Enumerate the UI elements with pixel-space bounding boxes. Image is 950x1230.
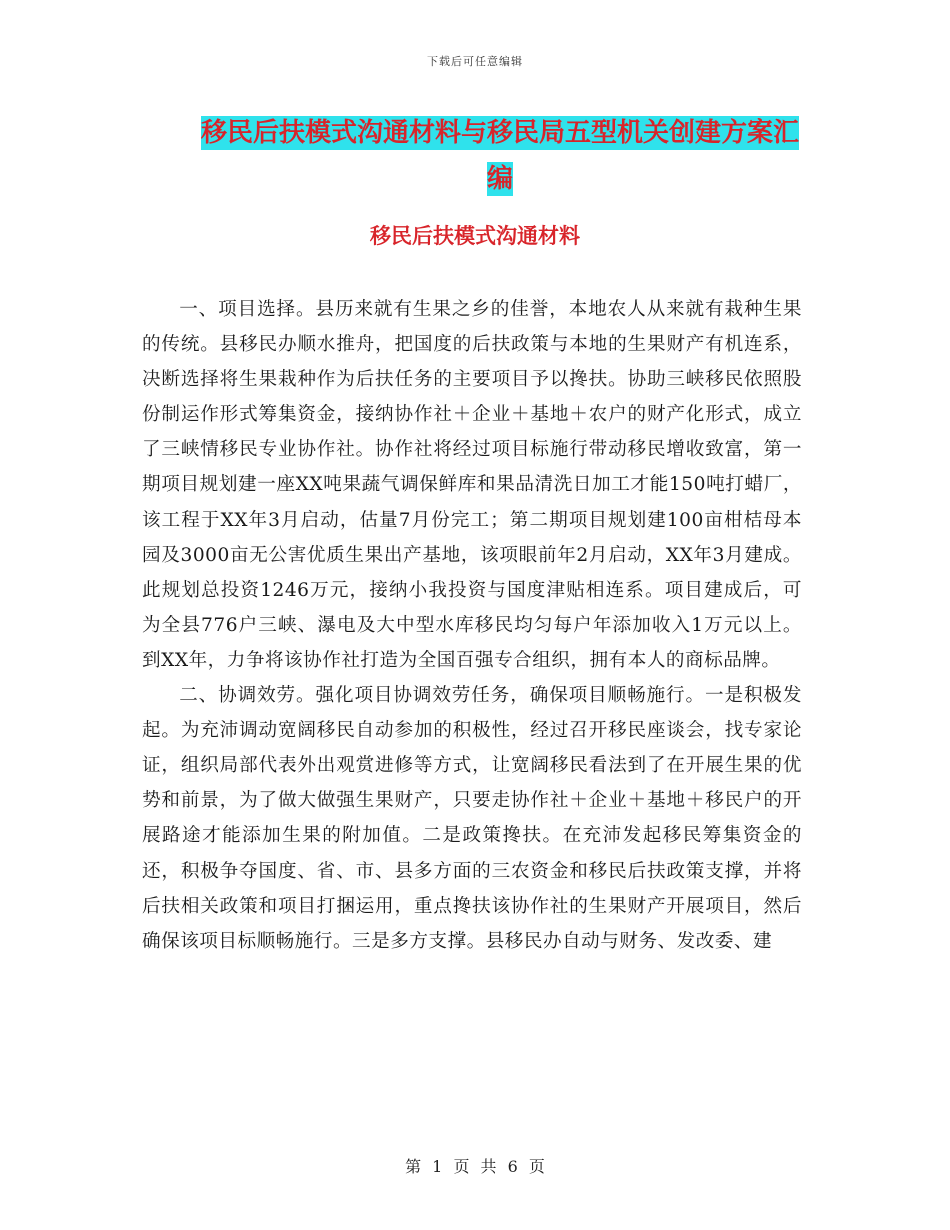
document-title — [190, 110, 810, 202]
header-note: 下载后可任意编辑 — [427, 55, 523, 68]
document-body — [142, 292, 802, 959]
document-title-text: 移民后扶模式沟通材料与移民局五型机关创建方案汇编 — [200, 118, 799, 194]
paragraph-project-selection: 一、项目选择。县历来就有生果之乡的佳誉，本地农人从来就有栽种生果的传统。县移民办顺水推舟，把国度的后扶政策与本地的生果财产有机连系，决断选择将生果栽种作为后扶任务的主要项目予以搀扶。协助三峡移民依照股份制运作形式筹集资金，接纳协作社＋企业＋基地＋农户的财产化形式，成立了三峡情移民专业协作社。协作社将经过项目标施行带动移民增收致富，第一期项目规划建一座XX吨果蔬气调保鲜库和果品清洗日加工才能150吨打蜡厂，该工程于XX年3月启动，估量7月份完工；第二期项目规划建100亩柑桔母本园及3000亩无公害优质生果出产基地，该项眼前年2月启动，XX年3月建成。此规划总投资1246万元，接纳小我投资与国度津贴相连系。项目建成后，可为全县776户三峡、瀑电及大中型水库移民均匀每户年添加收入1万元以上。到XX年，力争将该协作社打造为全国百强专合组织，拥有本人的商标品牌。 — [142, 299, 802, 671]
paragraph-coordination-service: 二、协调效劳。强化项目协调效劳任务，确保项目顺畅施行。一是积极发起。为充沛调动宽阔移民自动参加的积极性，经过召开移民座谈会，找专家论证，组织局部代表外出观赏进修等方式，让宽阔移民看法到了在开展生果的优势和前景，为了做大做强生果财产，只要走协作社＋企业＋基地＋移民户的开展路途才能添加生果的附加值。二是政策搀扶。在充沛发起移民筹集资金的还，积极争夺国度、省、市、县多方面的三农资金和移民后扶政策支撑，并将后扶相关政策和项目打捆运用，重点搀扶该协作社的生果财产开展项目，然后确保该项目标顺畅施行。三是多方支撑。县移民办自动与财务、发改委、建 — [142, 685, 802, 952]
page-number: 第 1 页 共 6 页 — [405, 1157, 545, 1176]
section-title: 移民后扶模式沟通材料 — [370, 224, 580, 248]
